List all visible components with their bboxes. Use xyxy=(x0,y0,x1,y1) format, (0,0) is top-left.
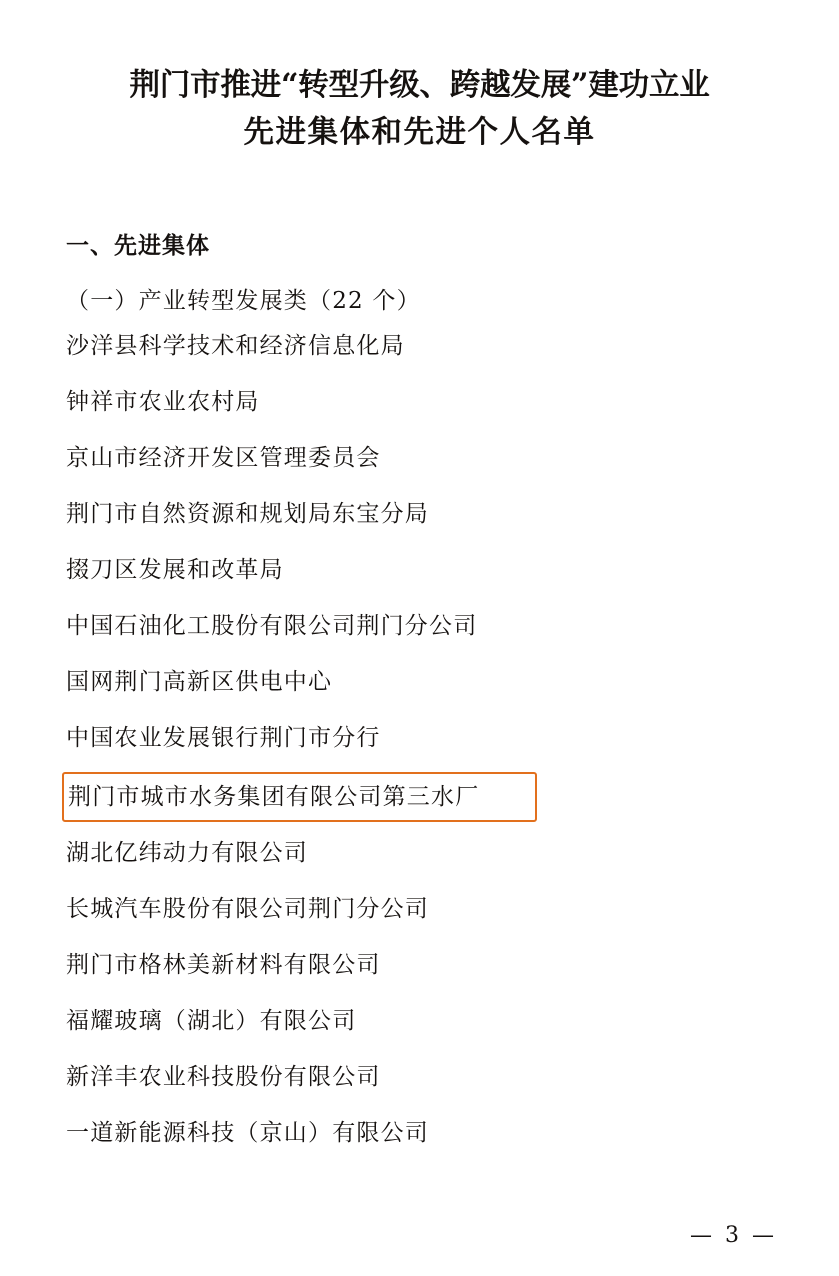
list-item-highlighted: 荆门市城市水务集团有限公司第三水厂 xyxy=(62,772,537,822)
list-item: 掇刀区发展和改革局 xyxy=(66,556,284,583)
section-heading: 一、先进集体 xyxy=(66,231,210,259)
list-item: 新洋丰农业科技股份有限公司 xyxy=(66,1063,381,1090)
list-item: 一道新能源科技（京山）有限公司 xyxy=(66,1119,429,1146)
list-item: 国网荆门高新区供电中心 xyxy=(66,668,333,695)
list-item: 中国石油化工股份有限公司荆门分公司 xyxy=(66,612,478,639)
page-title-line-1: 荆门市推进“转型升级、跨越发展”建功立业 xyxy=(129,67,710,103)
page-title-line-2: 先进集体和先进个人名单 xyxy=(243,114,596,151)
list-item: 荆门市自然资源和规划局东宝分局 xyxy=(66,500,429,527)
list-item: 湖北亿纬动力有限公司 xyxy=(66,839,308,866)
list-item: 钟祥市农业农村局 xyxy=(66,388,260,415)
list-item: 长城汽车股份有限公司荆门分公司 xyxy=(66,895,429,922)
list-item: 京山市经济开发区管理委员会 xyxy=(66,444,381,471)
list-item: 中国农业发展银行荆门市分行 xyxy=(66,724,381,751)
list-item: 沙洋县科学技术和经济信息化局 xyxy=(66,332,405,359)
advanced-collective-list xyxy=(62,321,777,1158)
page-number: — 3 — xyxy=(690,1223,777,1248)
list-item: 荆门市格林美新材料有限公司 xyxy=(66,951,381,978)
list-item: 福耀玻璃（湖北）有限公司 xyxy=(66,1007,357,1034)
subsection-heading: （一）产业转型发展类（22 个） xyxy=(66,287,421,314)
page-title xyxy=(62,62,777,157)
